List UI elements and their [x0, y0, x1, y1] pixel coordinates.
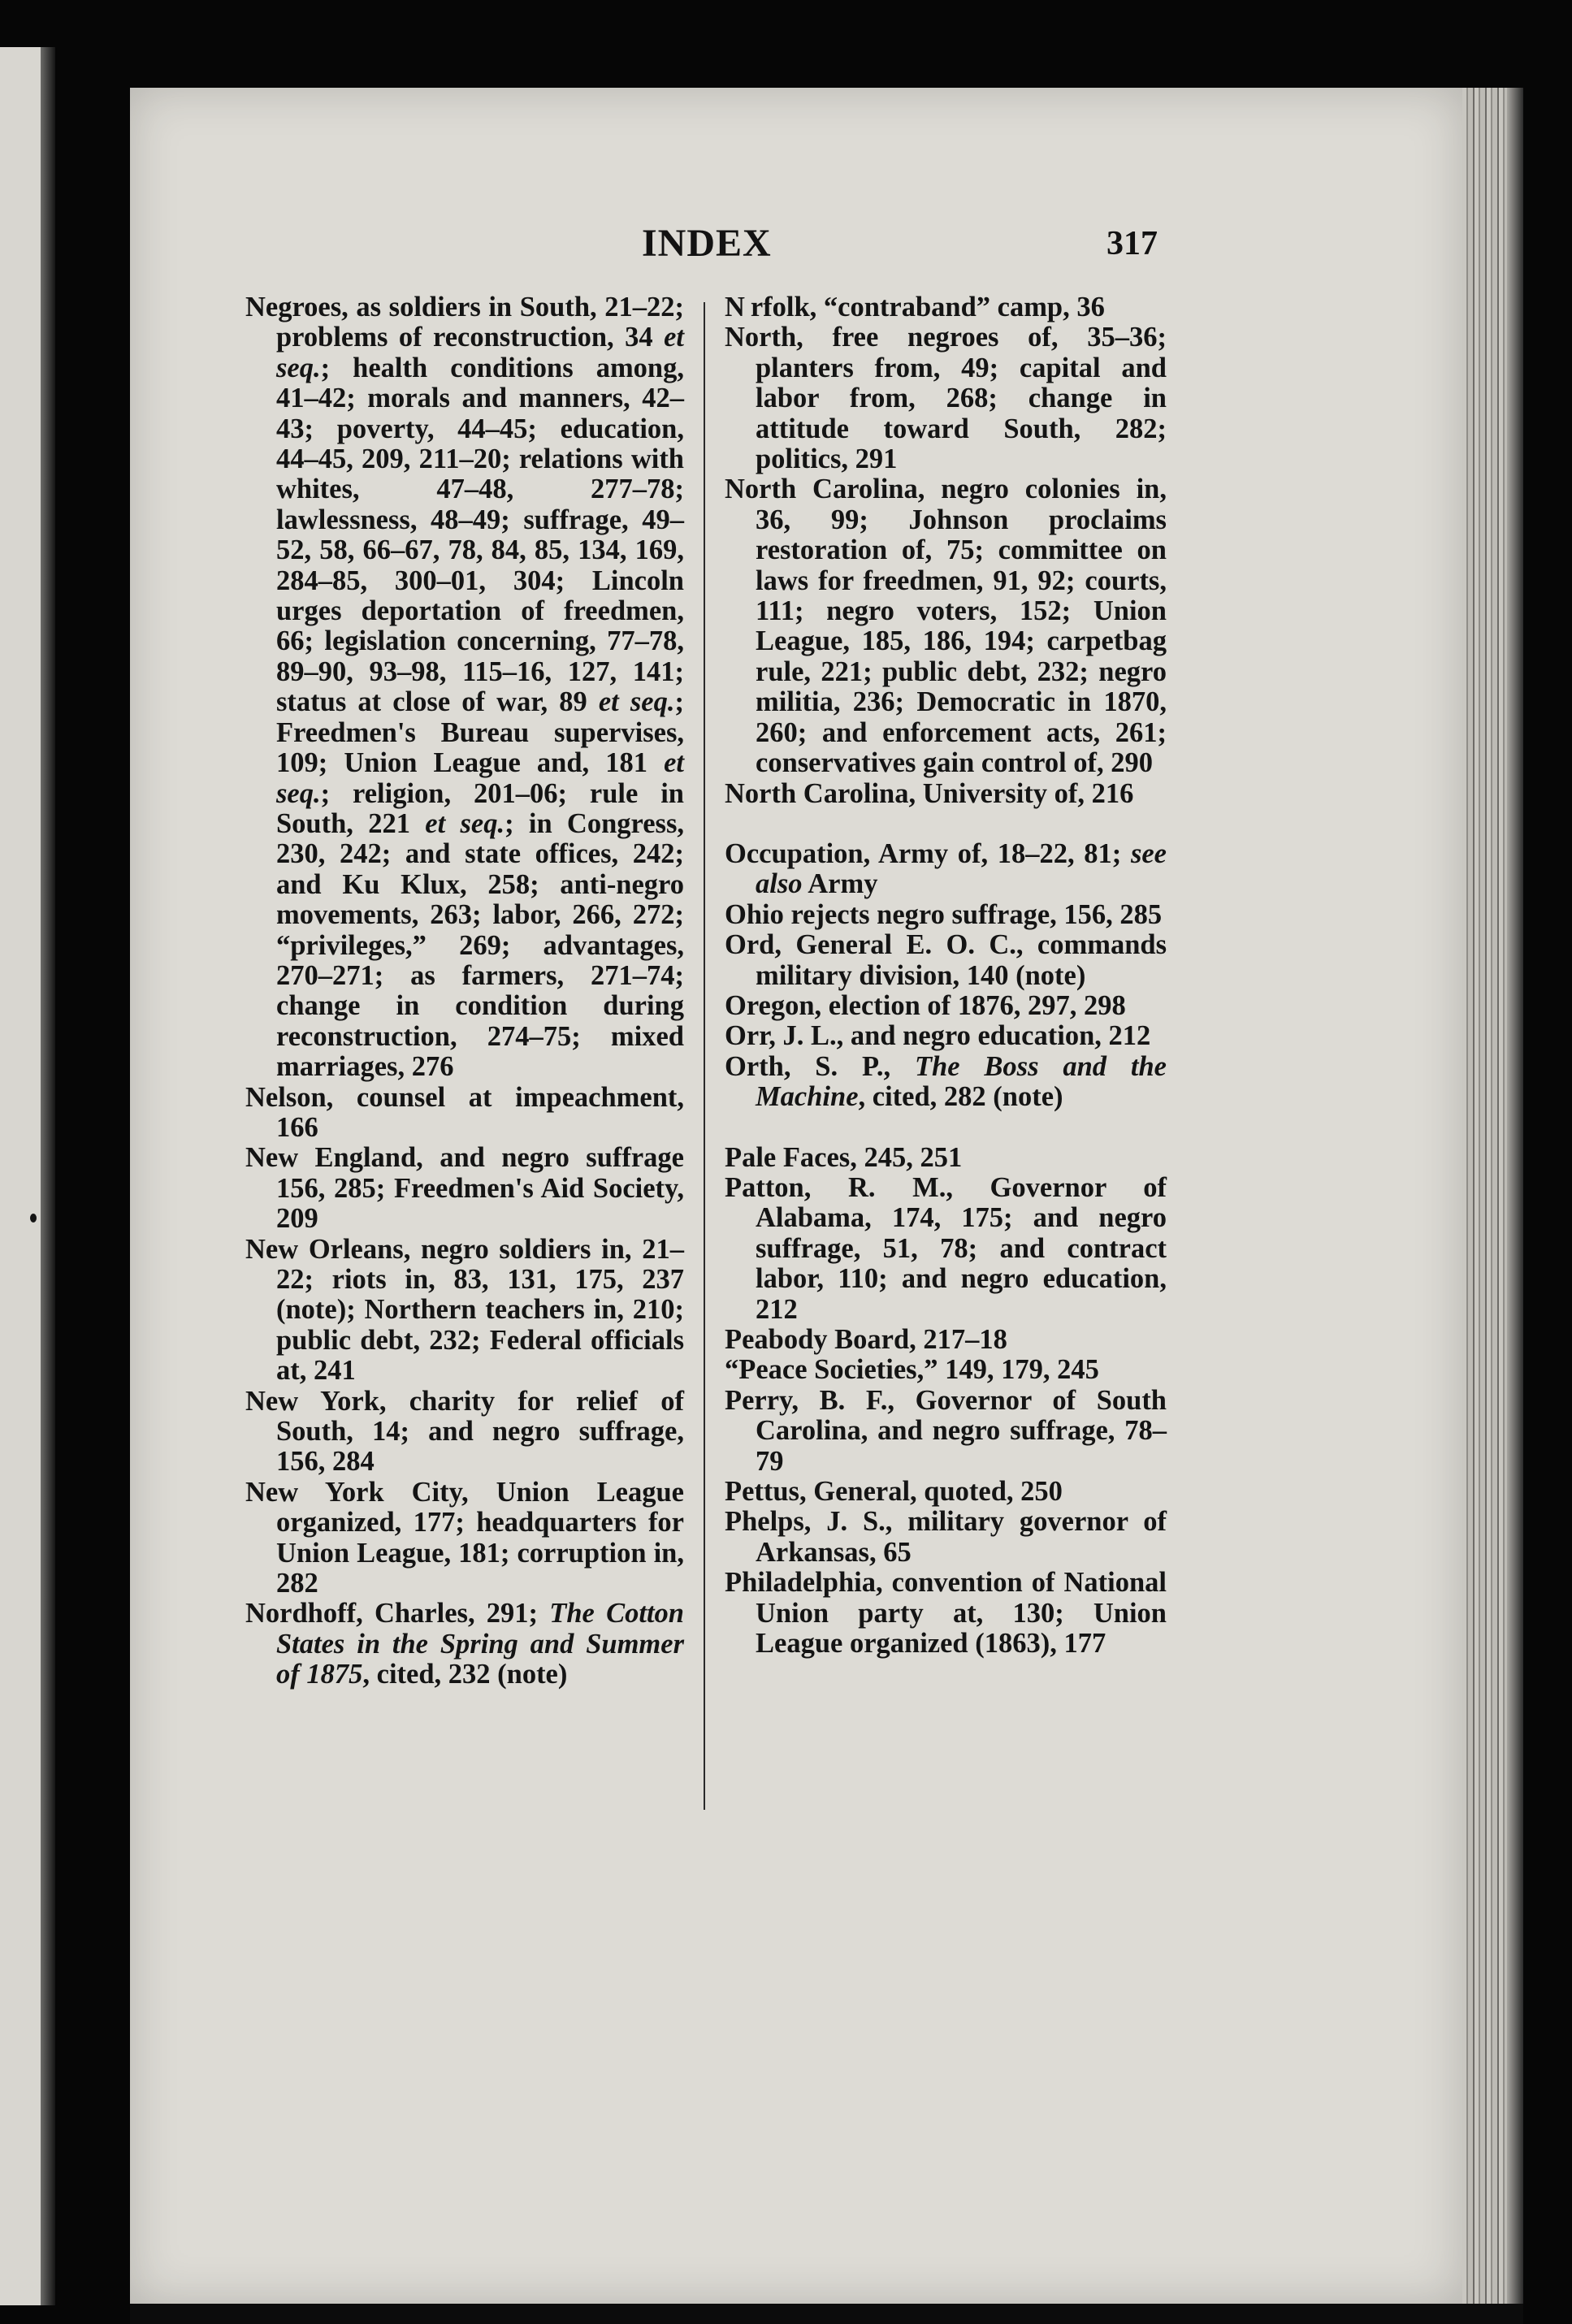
entry-text: Orr, J. L., and negro education, 212 — [725, 1020, 1151, 1052]
index-entry — [245, 1478, 684, 1599]
entry-text: Negroes, as soldiers in South, 21–22; problems of reconstruction, 34 — [245, 292, 684, 353]
entry-text: Nordhoff, Charles, 291; — [245, 1598, 550, 1629]
index-entry — [725, 474, 1167, 778]
index-entry — [725, 322, 1167, 474]
column-divider — [704, 302, 705, 1810]
entry-text: Ord, General E. O. C., commands military division, 140 (note) — [725, 929, 1167, 991]
index-entry — [245, 1599, 684, 1690]
index-entry — [725, 991, 1167, 1021]
entry-text: Patton, R. M., Governor of Alabama, 174, 175; and negro suffrage, 51, 78; and contract labor, 110; and negro education, 212 — [725, 1171, 1167, 1325]
entry-text: Philadelphia, convention of National Union party at, 130; Union League organized (1863), 177 — [725, 1567, 1167, 1660]
italic-text: see also — [756, 837, 1167, 900]
entry-text: New England, and negro suffrage 156, 285; Freedmen's Aid Society, 209 — [245, 1142, 684, 1235]
gutter-shadow — [41, 47, 55, 2305]
adjacent-page-strip — [0, 47, 41, 2305]
index-entry — [725, 1477, 1167, 1507]
italic-text: et seq. — [598, 686, 675, 718]
scan-speck — [30, 1214, 37, 1223]
entry-text: “Peace Societies,” 149, 179, 245 — [725, 1354, 1099, 1386]
index-entry — [725, 1052, 1167, 1113]
page-number: 317 — [1106, 225, 1158, 262]
running-head-title: INDEX — [642, 222, 772, 265]
index-entry — [725, 779, 1167, 809]
entry-text: New Orleans, negro soldiers in, 21–22; riots in, 83, 131, 175, 237 (note); Northern teachers in, 210; public debt, 232; Federal officials at, 241 — [245, 1233, 684, 1387]
index-entry — [725, 1568, 1167, 1659]
index-entry — [725, 1507, 1167, 1568]
index-entry — [725, 930, 1167, 991]
entry-text: Occupation, Army of, 18–22, 81; — [725, 837, 1131, 869]
entry-text: North Carolina, University of, 216 — [725, 777, 1134, 809]
index-entry — [725, 1355, 1167, 1385]
entry-text: Ohio rejects negro suffrage, 156, 285 — [725, 898, 1163, 930]
entry-text: , cited, 232 (note) — [362, 1659, 568, 1690]
entry-text: ; in Congress, 230, 242; and state offices, 242; and Ku Klux, 258; anti-negro movements, 263; labor, 266, 272; “privileges,” 269; advantages, 270–271; as farmers, 271–74; change in condition during reconstruction, 274–75; mixed marriages, 276 — [276, 807, 685, 1083]
entry-text: North Carolina, negro colonies in, 36, 99; Johnson proclaims restoration of, 75; committee on laws for freedmen, 91, 92; courts, 111; negro voters, 152; Union League, 185, 186, 194; carpetbag rule, 221; public debt, 232; negro militia, 236; Democratic in 1870, 260; and enforcement acts, 261; conservatives gain control of, 290 — [725, 474, 1167, 779]
entry-text: North, free negroes of, 35–36; planters from, 49; capital and labor from, 268; change in attitude toward South, 282; politics, 291 — [725, 322, 1167, 475]
italic-text: et seq. — [276, 747, 684, 809]
entry-text: , cited, 282 (note) — [858, 1081, 1063, 1113]
entry-text: Pettus, General, quoted, 250 — [725, 1476, 1063, 1508]
page-edge-shadow — [1507, 88, 1523, 2304]
index-entry — [725, 900, 1167, 930]
index-entry — [725, 1386, 1167, 1477]
italic-text: et seq. — [425, 807, 505, 839]
scan-bottom-border — [130, 2304, 1523, 2324]
entry-text: Phelps, J. S., military governor of Arkansas, 65 — [725, 1506, 1167, 1568]
entry-text: Pale Faces, 245, 251 — [725, 1141, 963, 1173]
entry-text: Army — [802, 868, 878, 900]
entry-text: New York, charity for relief of South, 14; and negro suffrage, 156, 284 — [245, 1385, 684, 1478]
index-entry — [725, 292, 1167, 322]
entry-text: Orth, S. P., — [725, 1050, 915, 1082]
index-entry — [725, 839, 1167, 900]
entry-text: Oregon, election of 1876, 297, 298 — [725, 989, 1126, 1021]
entry-text: Peabody Board, 217–18 — [725, 1324, 1007, 1355]
entry-text: ; religion, 201–06; rule in South, 221 — [276, 777, 684, 839]
index-entry — [245, 1083, 684, 1144]
index-entry — [725, 1325, 1167, 1355]
entry-text: Nelson, counsel at impeachment, 166 — [245, 1081, 684, 1143]
index-entry — [725, 1021, 1167, 1051]
index-column-right — [725, 292, 1167, 1659]
italic-text: The Cotton States in the Spring and Summer of 1875 — [276, 1598, 684, 1690]
italic-text: The Boss and the Machine — [756, 1050, 1167, 1113]
entry-text: N rfolk, “contraband” camp, 36 — [725, 292, 1105, 322]
italic-text: et seq. — [276, 322, 684, 383]
entry-text: Perry, B. F., Governor of South Carolina, and negro suffrage, 78–79 — [725, 1384, 1167, 1477]
entry-text: New York City, Union League organized, 177; headquarters for Union League, 181; corruption in, 282 — [245, 1476, 684, 1599]
index-entry — [725, 1143, 1167, 1173]
entry-text: ; health conditions among, 41–42; morals and manners, 42–43; poverty, 44–45; education, 44–45, 209, 211–20; relations with whites, 47–48, 277–78; lawlessness, 48–49; suffrage, 49–52, 58, 66–67, 78, 84, 85, 134, 169, 284–85, 300–01, 304; Lincoln urges deportation of freedmen, 66; legislation concerning, 77–78, 89–90, 93–98, 115–16, 127, 141; status at close of war, 89 — [276, 352, 684, 718]
entry-text: ; Freedmen's Bureau supervises, 109; Union League and, 181 — [276, 686, 684, 779]
page-edges — [1462, 88, 1507, 2304]
index-entry — [725, 1173, 1167, 1325]
index-column-left — [245, 292, 684, 1690]
index-entry — [245, 1235, 684, 1387]
index-entry — [245, 1143, 684, 1234]
index-entry — [245, 1387, 684, 1478]
index-entry — [245, 292, 684, 1083]
